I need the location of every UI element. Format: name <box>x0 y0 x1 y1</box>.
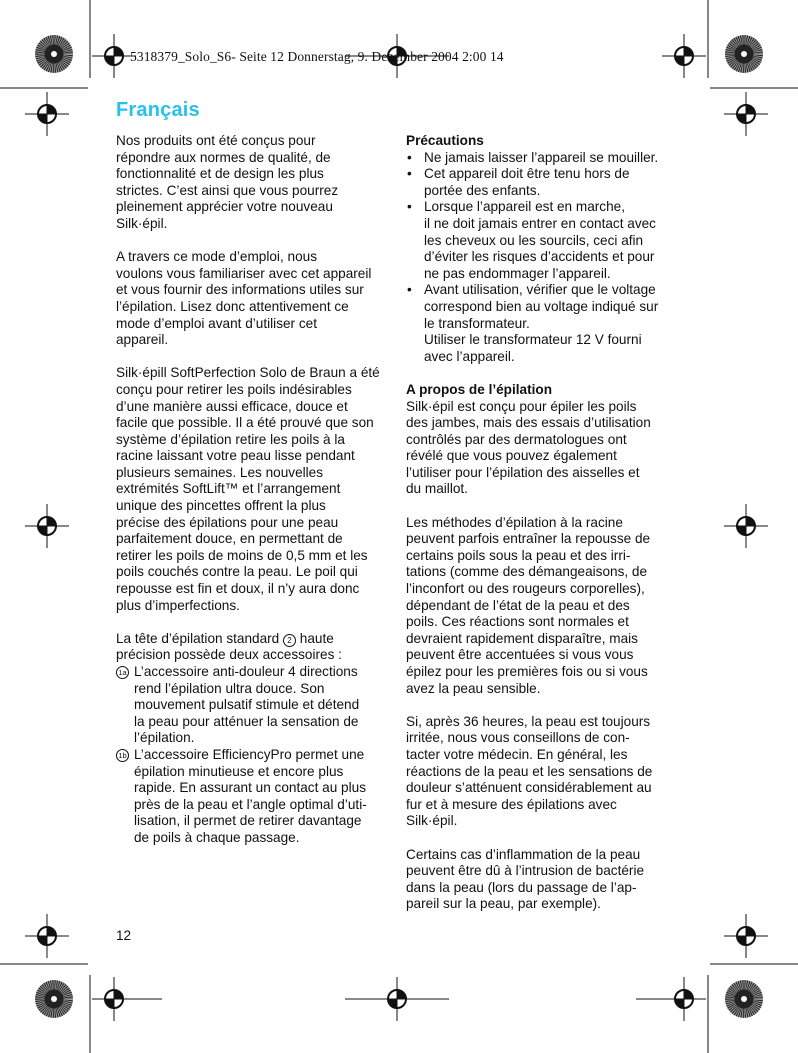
list-item: • Ne jamais laisser l’appareil se mouiller. <box>407 149 659 165</box>
precautions-list <box>406 150 678 366</box>
registration-mark-top-right <box>662 34 706 78</box>
list-item: • Cet appareil doit être tenu hors de portée des enfants. <box>407 166 630 198</box>
apropos-heading: A propos de l’épilation <box>406 381 553 397</box>
corner-starburst-top-right <box>725 35 763 73</box>
registration-mark-left-top <box>25 92 69 136</box>
epilation-head-paragraph: La tête d’épilation standard 2 haute précision possède deux accessoires : <box>116 630 342 663</box>
list-item: • Avant utilisation, vérifier que le voltage correspond bien au voltage indiqué sur le transformateur. Utiliser le transformateur 12 V fourni avec l’appareil. <box>407 282 659 364</box>
ref-marker-1b: 1b <box>116 749 129 762</box>
list-item: 1b L’accessoire EfficiencyPro permet une épilation minutieuse et encore plus rapide. En assurant un contact au plus près de la peau et l’angle optimal d’uti- lisation, il permet de retirer davantage de poils à chaque passage. <box>116 747 388 847</box>
ref-marker-2: 2 <box>283 634 296 647</box>
registration-mark-bottom-right <box>662 977 706 1021</box>
precautions-heading: Précautions <box>406 133 484 148</box>
manual-paragraph: A travers ce mode d’emploi, nous voulons vous familiariser avec cet appareil et vous fournir des informations utiles sur l’épilation. Lisez donc attentivement ce mode d’emploi avant d’utiliser cet appareil. <box>116 249 372 348</box>
registration-mark-bottom-center <box>375 977 419 1021</box>
page-title: Français <box>116 99 200 121</box>
corner-starburst-bottom-left <box>35 980 73 1018</box>
accessory-list <box>116 664 388 847</box>
apropos-paragraph: Silk·épil est conçu pour épiler les poils des jambes, mais des essais d’utilisation contrôlés par des dermatologues ont révélé que vous pouvez également l’utiliser pour l’épilation des aisselles et du maillot. <box>406 398 651 497</box>
registration-mark-right-bottom <box>724 914 768 958</box>
irritation-paragraph: Si, après 36 heures, la peau est toujours irritée, nous vous conseillons de con- tacter votre médecin. En général, les réactions de la peau et les sensations de douleur s’atténuent considérablement au fur et à mesure des épilations avec Silk·épil. <box>406 713 653 829</box>
left-column <box>116 133 388 863</box>
list-item: • Lorsque l’appareil est en marche, il ne doit jamais entrer en contact avec les cheveux ou les sourcils, ceci afin d’éviter les risques d’accidents et pour ne pas endommager l’appareil. <box>407 199 656 281</box>
ref-marker-1a: 1a <box>116 666 129 679</box>
inflammation-paragraph: Certains cas d’inflammation de la peau peuvent être dû à l’intrusion de bactérie dans la peau (lors du passage de l’ap- pareil sur la peau, par exemple). <box>406 846 645 912</box>
corner-starburst-bottom-right <box>725 980 763 1018</box>
product-paragraph: Silk·épill SoftPerfection Solo de Braun a été conçu pour retirer les poils indésirables d’une manière aussi efficace, douce et facile que possible. Il a été prouvé que son système d’épilation retire les poils à la racine laissant votre peau lisse pendant plusieurs semaines. Les nouvelles extrémités SoftLift™ et l’arrangement unique des pincettes offrent la plus précise des épilations pour une peau parfaitement douce, en permettant de retirer les poils de moins de 0,5 mm et les poils couchés contre la peau. Le poil qui repousse est fin et doux, il n’y aura donc plus d’imperfections. <box>116 365 380 613</box>
right-column <box>406 133 678 930</box>
bullet: • <box>407 282 412 298</box>
list-item: 1a L’accessoire anti-douleur 4 directions rend l’épilation ultra douce. Son mouvement pulsatif stimule et détend la peau pour atténuer la sensation de l’épilation. <box>116 664 388 747</box>
registration-mark-left-middle <box>25 504 69 548</box>
bullet: • <box>407 149 412 165</box>
registration-mark-right-top <box>724 92 768 136</box>
registration-mark-right-middle <box>724 504 768 548</box>
bullet: • <box>407 199 412 215</box>
corner-starburst-top-left <box>35 35 73 73</box>
intro-paragraph: Nos produits ont été conçus pour répondre aux normes de qualité, de fonctionnalité et de design les plus strictes. C’est ainsi que vous pourrez pleinement apprécier votre nouveau Silk·épil. <box>116 133 339 231</box>
registration-mark-left-bottom <box>25 914 69 958</box>
print-slug-header: 5318379_Solo_S6- Seite 12 Donnerstag, 9. Dezember 2004 2:00 14 <box>130 49 504 64</box>
registration-mark-bottom-left <box>92 977 136 1021</box>
methods-paragraph: Les méthodes d’épilation à la racine peuvent parfois entraîner la repousse de certains poils sous la peau et des irri- tations (comme des démangeaisons, de l’inconfort ou des rougeurs corporelles), dépendant de l’état de la peau et des poils. Ces réactions sont normales et devraient rapidement disparaître, mais peuvent être accentuées si vous vous épilez pour les premières fois ou si vous avez la peau sensible. <box>406 514 651 696</box>
bullet: • <box>407 166 412 182</box>
page-number: 12 <box>116 928 132 943</box>
